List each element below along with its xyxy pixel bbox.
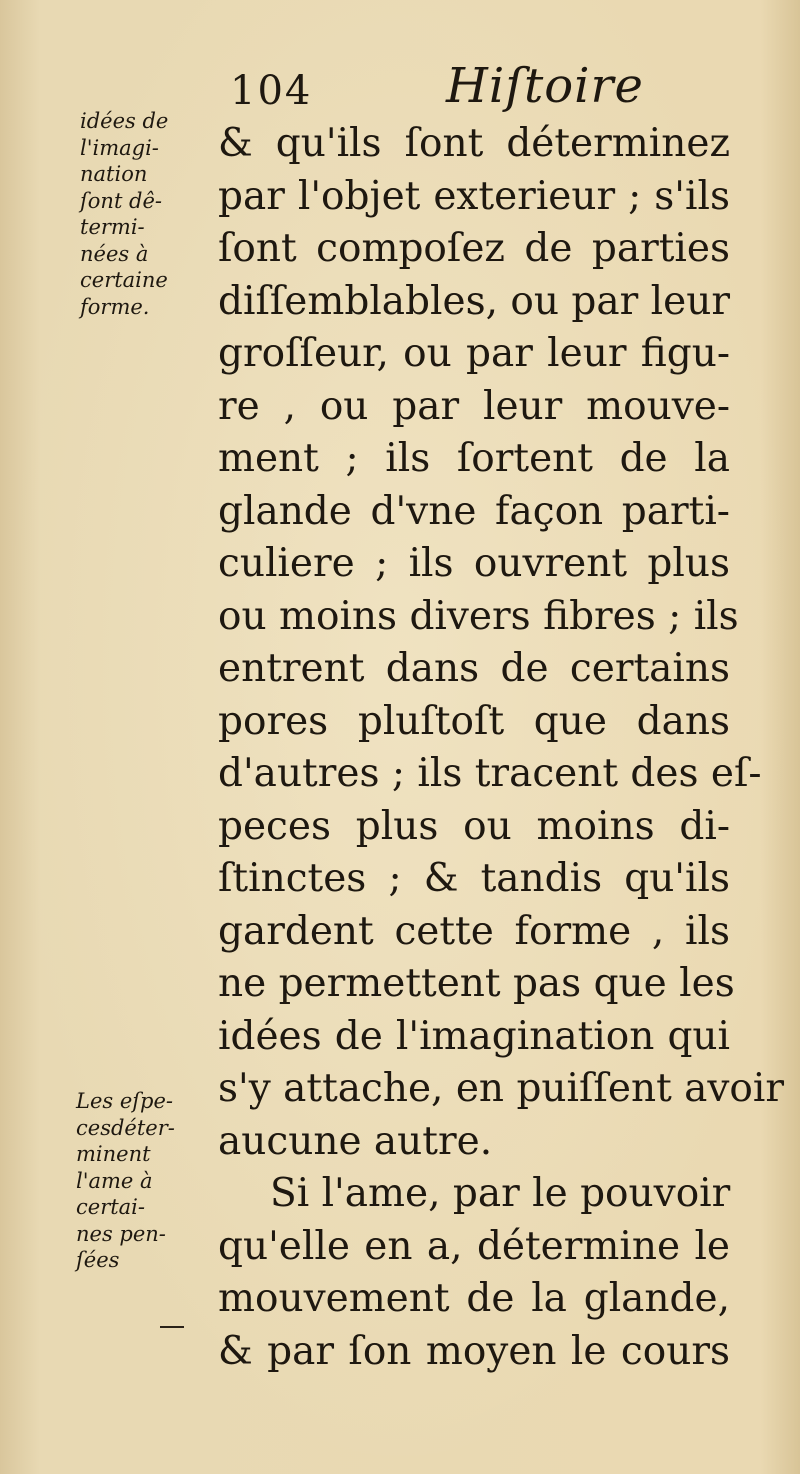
margin-note-line: certaine <box>80 268 168 292</box>
text-line: aucune autre. <box>218 1118 493 1164</box>
text-line: ne permettent pas que les <box>218 961 735 1006</box>
text-line: ment ; ils ſortent de la <box>218 436 730 481</box>
margin-note-line: nation <box>80 162 148 186</box>
text-line: & par ſon moyen le cours <box>218 1328 730 1374</box>
margin-note-line: l'ame à <box>76 1168 153 1193</box>
margin-note-line: idées de <box>80 109 169 133</box>
text-line: groſſeur, ou par leur figu- <box>218 331 730 376</box>
text-line: idées de l'imagination qui <box>218 1013 730 1059</box>
text-line: entrent dans de certains <box>218 646 730 691</box>
margin-note-line: ſées <box>76 1248 120 1272</box>
page-number: 104 <box>230 68 313 114</box>
text-line: gardent cette forme , ils <box>218 908 730 954</box>
text-line: mouvement de la glande, <box>218 1276 730 1321</box>
margin-note-line: termi- <box>80 215 145 239</box>
text-line: culiere ; ils ouvrent plus <box>218 541 730 586</box>
text-line: ſtinctes ; & tandis qu'ils <box>218 856 730 901</box>
text-line: pores pluſtoſt que dans <box>218 698 730 744</box>
body-text <box>218 118 785 1378</box>
margin-note-line: Les eſpe- <box>76 1089 173 1113</box>
margin-note-line: forme. <box>80 294 150 319</box>
margin-note-line: cesdéter- <box>76 1115 175 1140</box>
text-line: re , ou par leur mouve- <box>218 383 730 429</box>
text-line: diſſemblables, ou par leur <box>218 278 730 324</box>
margin-note-ideas <box>80 108 210 320</box>
text-line: par l'objet exterieur ; s'ils <box>218 173 730 219</box>
text-line: & qu'ils ſont déterminez <box>218 121 730 166</box>
margin-note-line: l'imagi- <box>80 135 159 160</box>
text-line: Si l'ame, par le pouvoir <box>270 1171 731 1216</box>
margin-note-line: minent <box>76 1142 151 1166</box>
text-line: s'y attache, en puiſſent avoir <box>218 1066 785 1111</box>
text-line: ſont compoſez de parties <box>218 226 730 271</box>
text-line: ou moins divers fibres ; ils <box>218 593 739 639</box>
text-line: peces plus ou moins di- <box>218 803 730 849</box>
text-line: qu'elle en a, détermine le <box>218 1223 730 1269</box>
margin-note-line: certai- <box>76 1195 145 1219</box>
margin-note-line: nées à <box>80 241 149 266</box>
margin-note-line: ſont dê- <box>80 188 163 213</box>
margin-note-species <box>76 1088 206 1274</box>
text-line: glande d'vne façon parti- <box>218 488 730 534</box>
running-title: Hiſtoire <box>446 58 644 114</box>
text-line: d'autres ; ils tracent des eſ- <box>218 751 762 796</box>
margin-dash <box>160 1326 184 1328</box>
margin-note-line: nes pen- <box>76 1221 166 1246</box>
